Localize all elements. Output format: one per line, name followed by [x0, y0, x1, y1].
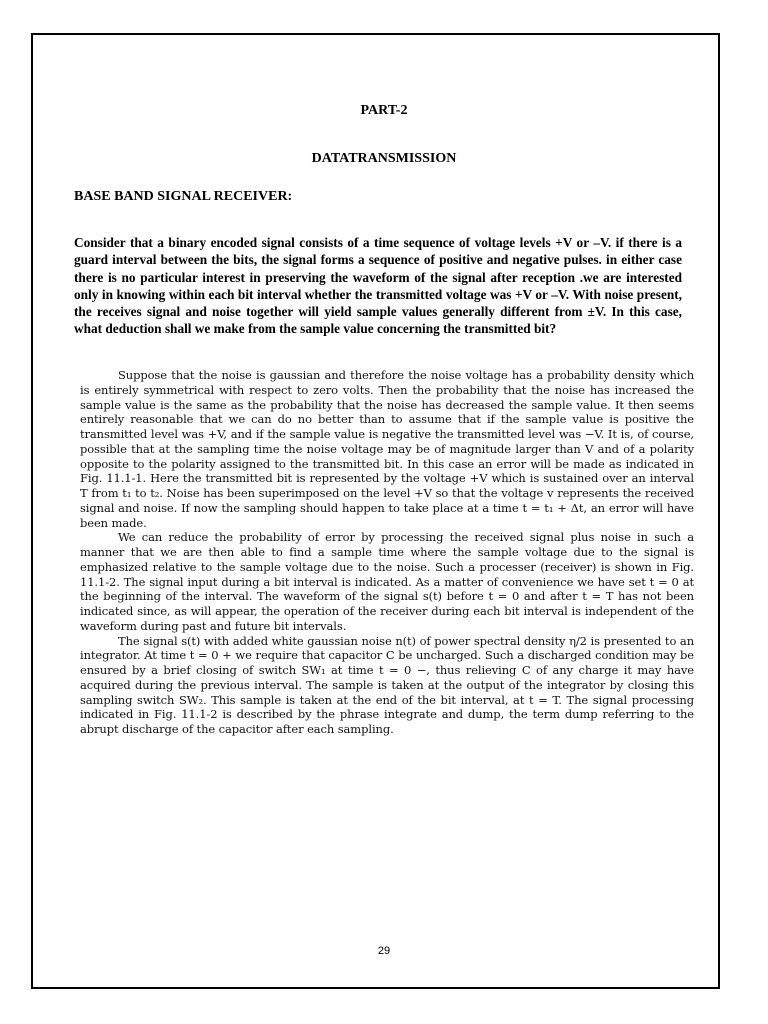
scanned-paragraph-2: We can reduce the probability of error by processing the received signal plus noise in such a manner that we are then able to find a sample time where the sample voltage due to the signal is emphasized relative to the sample voltage due to the noise. Such a processer (receiver) is shown in Fig. 11.1-2. The signal input during a bit interval is indicated. As a matter of convenience we have set t = 0 at the beginning of the interval. The waveform of the signal s(t) before t = 0 and after t = T has not been indicated since, as will appear, the operation of the receiver during each bit interval is independent of the waveform during past and future bit intervals.: [80, 530, 694, 633]
intro-paragraph: Consider that a binary encoded signal consists of a time sequence of voltage levels +V or –V. if there is a guard interval between the bits, the signal forms a sequence of positive and negative pulses. in either case there is no particular interest in preserving the waveform of the signal after reception .we are interested only in knowing within each bit interval whether the transmitted voltage was +V or –V. With noise present, the receives signal and noise together will yield sample values generally different from ±V. In this case, what deduction shall we make from the sample value concerning the transmitted bit?: [74, 235, 682, 337]
scanned-paragraph-1: Suppose that the noise is gaussian and therefore the noise voltage has a probability density which is entirely symmetrical with respect to zero volts. Then the probability that the noise has increased the sample value is the same as the probability that the noise has decreased the sample value. It then seems entirely reasonable that we can do no better than to assume that if the sample value is positive the transmitted level was +V, and if the sample value is negative the transmitted level was −V. It is, of course, possible that at the sampling time the noise voltage may be of magnitude larger than V and of a polarity opposite to the polarity assigned to the transmitted bit. In this case an error will be made as indicated in Fig. 11.1-1. Here the transmitted bit is represented by the voltage +V which is sustained over an interval T from t₁ to t₂. Noise has been superimposed on the level +V so that the voltage v represents the received signal and noise. If now the sampling should happen to take place at a time t = t₁ + Δt, an error will have been made.: [80, 368, 694, 530]
page-number: 29: [377, 945, 391, 957]
part-heading: PART-2: [360, 103, 408, 118]
section-title: DATATRANSMISSION: [311, 151, 457, 166]
scanned-text-block: [80, 368, 694, 737]
scanned-paragraph-3: The signal s(t) with added white gaussian noise n(t) of power spectral density η/2 is presented to an integrator. At time t = 0 + we require that capacitor C be uncharged. Such a discharged condition may be ensured by a brief closing of switch SW₁ at time t = 0 −, thus relieving C of any charge it may have acquired during the previous interval. The sample is taken at the output of the integrator by closing this sampling switch SW₂. This sample is taken at the end of the bit interval, at t = T. The signal processing indicated in Fig. 11.1-2 is described by the phrase integrate and dump, the term dump referring to the abrupt discharge of the capacitor after each sampling.: [80, 633, 694, 736]
subsection-title: BASE BAND SIGNAL RECEIVER:: [74, 189, 293, 204]
